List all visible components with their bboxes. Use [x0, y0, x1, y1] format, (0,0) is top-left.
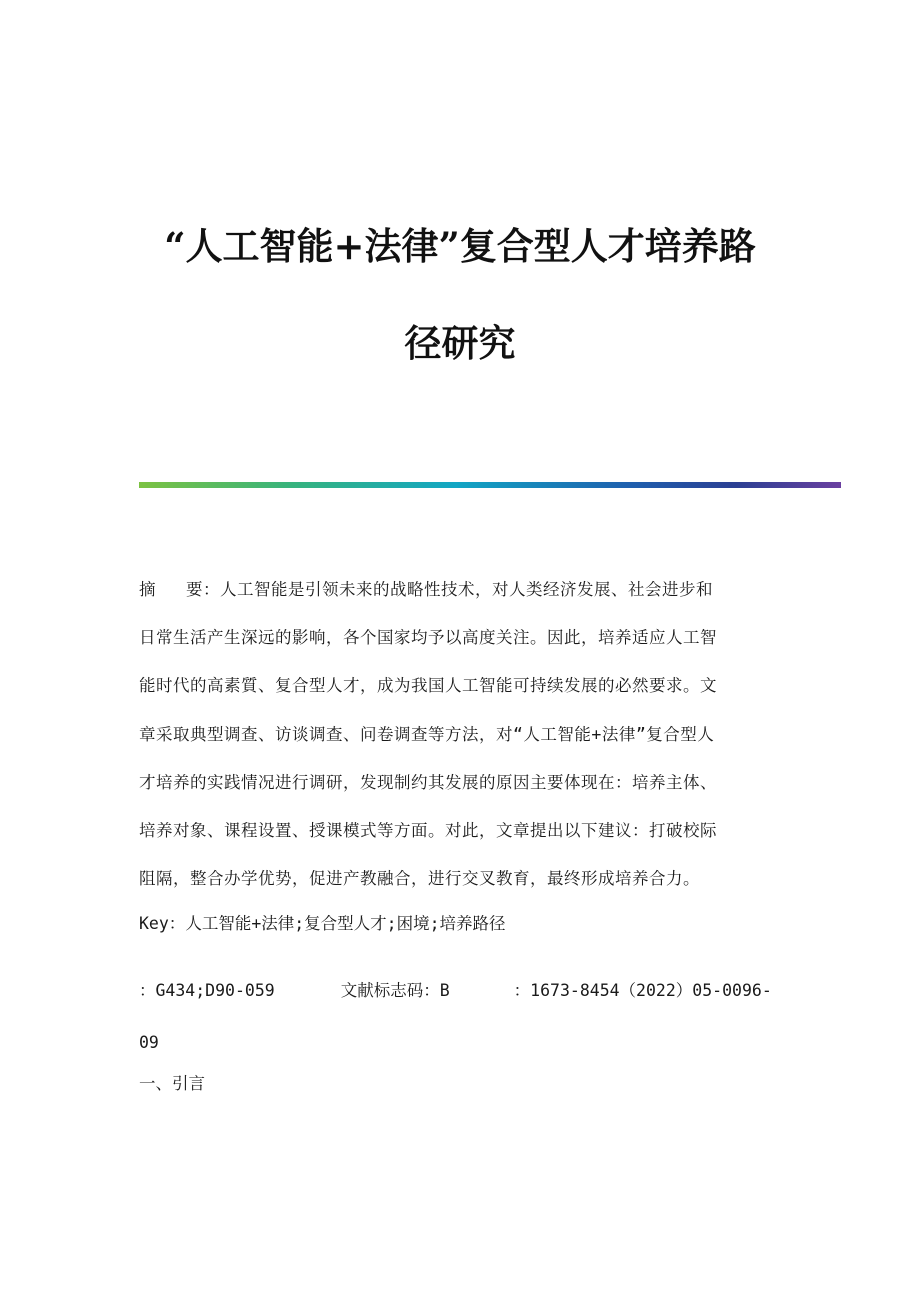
clc-number: ：G434;D90-059 — [139, 981, 275, 1000]
document-title-line-1: “人工智能+法律”复合型人才培养路 — [164, 224, 756, 268]
abstract — [139, 566, 789, 903]
abstract-line: 章采取典型调查、访谈调查、问卷调查等方法，对“人工智能+法律”复合型人 — [139, 724, 715, 744]
keywords-label: Key： — [139, 914, 186, 933]
abstract-line: 日常生活产生深远的影响，各个国家均予以高度关注。因此，培养适应人工智 — [139, 628, 717, 648]
article-number: ：1673-8454（2022）05-0096- — [513, 981, 772, 1000]
abstract-line: 阻隔，整合办学优势，促进产教融合，进行交叉教育，最终形成培养合力。 — [139, 869, 700, 889]
abstract-label-first: 摘 — [139, 580, 156, 599]
abstract-line: 能时代的高素質、复合型人才，成为我国人工智能可持续发展的必然要求。文 — [139, 676, 717, 696]
article-number-continued: 09 — [139, 1033, 159, 1052]
gradient-divider — [139, 482, 841, 488]
document-title-line-2: 径研究 — [404, 321, 516, 365]
classification-info — [139, 965, 789, 1069]
abstract-line: 培养对象、课程设置、授课模式等方面。对此，文章提出以下建议：打破校际 — [139, 821, 717, 841]
abstract-line-text: 人工智能是引领未来的战略性技术，对人类经济发展、社会进步和 — [220, 580, 713, 599]
abstract-label-second: 要： — [186, 580, 220, 599]
abstract-line — [139, 566, 789, 614]
keywords-text: 人工智能+法律;复合型人才;困境;培养路径 — [185, 914, 506, 933]
document-code: 文献标志码：B — [340, 981, 450, 1000]
abstract-line: 才培养的实践情况进行调研，发现制约其发展的原因主要体现在：培养主体、 — [139, 772, 717, 792]
section-heading: 一、引言 — [139, 1074, 205, 1093]
keywords — [139, 911, 789, 937]
